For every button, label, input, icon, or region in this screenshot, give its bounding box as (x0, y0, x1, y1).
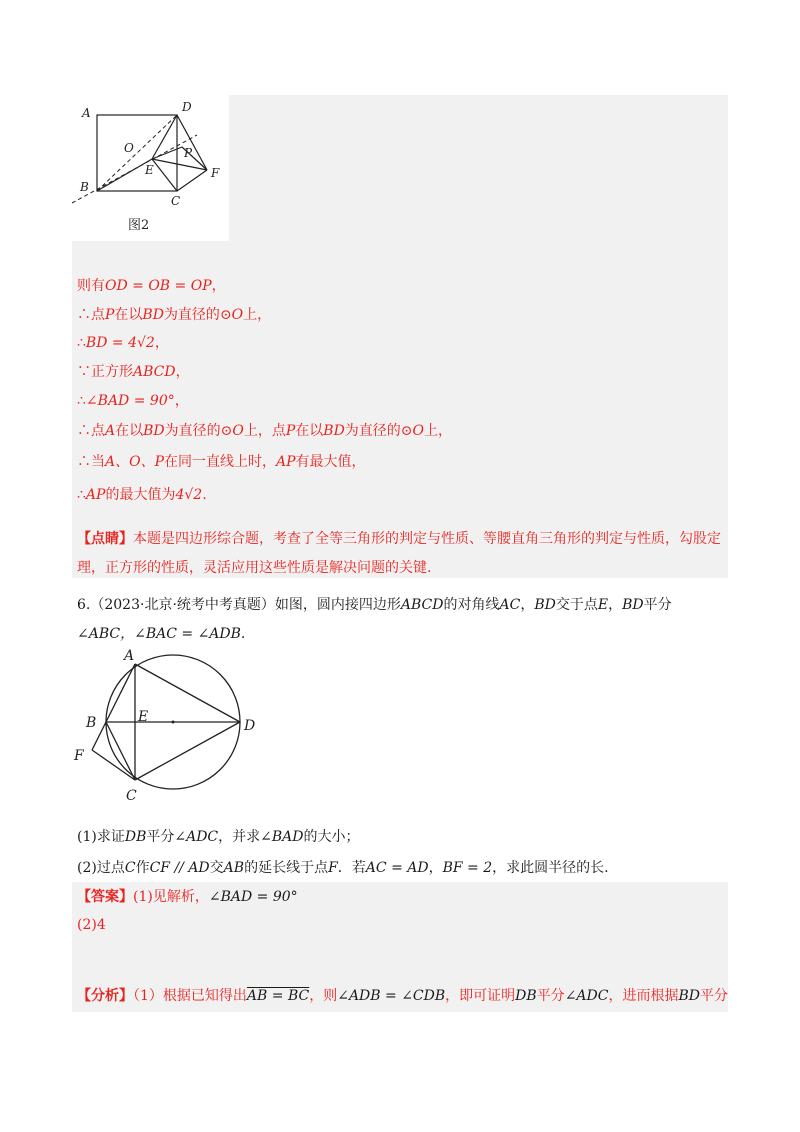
circle-label-f: F (74, 748, 84, 764)
dashed-line-ap (72, 135, 197, 203)
circle-label-a: A (124, 648, 135, 664)
solution-line-2: ∴点P在以BD为直径的⊙O上， (77, 307, 272, 323)
side-bc (106, 722, 135, 780)
comment-line-2: 理，正方形的性质，灵活应用这些性质是解决问题的关键. (77, 560, 432, 576)
segment-cf (92, 750, 135, 780)
fig2-label-o: O (124, 141, 134, 155)
solution-line-6: ∴点A在以BD为直径的⊙O上，点P在以BD为直径的⊙O上， (77, 423, 453, 439)
fig2-caption: 图2 (128, 218, 150, 233)
comment-line-1: 【点睛】本题是四边形综合题，考查了全等三角形的判定与性质、等腰直角三角形的判定与性质，勾股定 (77, 531, 721, 547)
solution-line-5: ∴∠BAD = 90°， (77, 393, 189, 409)
question-2: (2)过点C作CF // AD交AB的延长线于点F．若AC = AD，BF = 2，求此圆半径的长. (77, 860, 609, 876)
circle-label-c: C (126, 788, 137, 804)
fig2-label-c: C (171, 194, 181, 208)
side-ad (135, 664, 240, 722)
circle-label-e: E (138, 709, 149, 725)
segment-df (177, 115, 207, 170)
fig2-label-f: F (211, 166, 220, 180)
solution-line-8: ∴AP的最大值为4√2. (77, 487, 207, 503)
solution-line-1: 则有OD = OB = OP， (77, 278, 226, 294)
solution-shade-top (229, 95, 728, 241)
problem-6-line-2: ∠ABC，∠BAC = ∠ADB. (77, 626, 246, 642)
dashed-diagonal-bd (97, 115, 177, 191)
fig2-label-b: B (80, 180, 89, 194)
fig2-label-p: P (184, 146, 193, 160)
answer-line-1: 【答案】(1)见解析，∠BAD = 90° (77, 889, 298, 905)
center-point (172, 721, 175, 724)
solution-line-3: ∴BD = 4√2， (77, 335, 169, 351)
question-1: (1)求证DB平分∠ADC，并求∠BAD的大小； (77, 829, 360, 845)
answer-line-2: (2)4 (77, 917, 106, 933)
fig2-label-d: D (182, 100, 192, 114)
fig2-label-a: A (82, 106, 91, 120)
circle-label-b: B (86, 715, 97, 731)
answer-tag: 【答案】 (77, 889, 133, 905)
solution-line-7: ∴当A、O、P在同一直线上时，AP有最大值， (77, 454, 366, 470)
circle-quadrilateral-diagram (72, 645, 272, 805)
circle-label-d: D (244, 718, 256, 734)
analysis-tag: 【分析】 (77, 988, 133, 1004)
side-ab (106, 664, 135, 722)
fig2-label-e: E (145, 163, 154, 177)
comment-tag: 【点睛】 (77, 531, 133, 547)
figure-2-diagram (72, 95, 232, 241)
analysis-line-1: 【分析】（1）根据已知得出AB = BC，则∠ADB = ∠CDB，即可证明DB平分∠ADC，进而根据BD平分 (77, 988, 728, 1004)
problem-6-line-1: 6.（2023·北京·统考中考真题）如图，圆内接四边形ABCD的对角线AC，BD交于点E，BD平分 (77, 597, 672, 613)
solution-line-4: ∵正方形ABCD， (77, 364, 190, 380)
side-dc (135, 722, 240, 780)
segment-cf (177, 170, 207, 191)
segment-ef (152, 159, 207, 170)
